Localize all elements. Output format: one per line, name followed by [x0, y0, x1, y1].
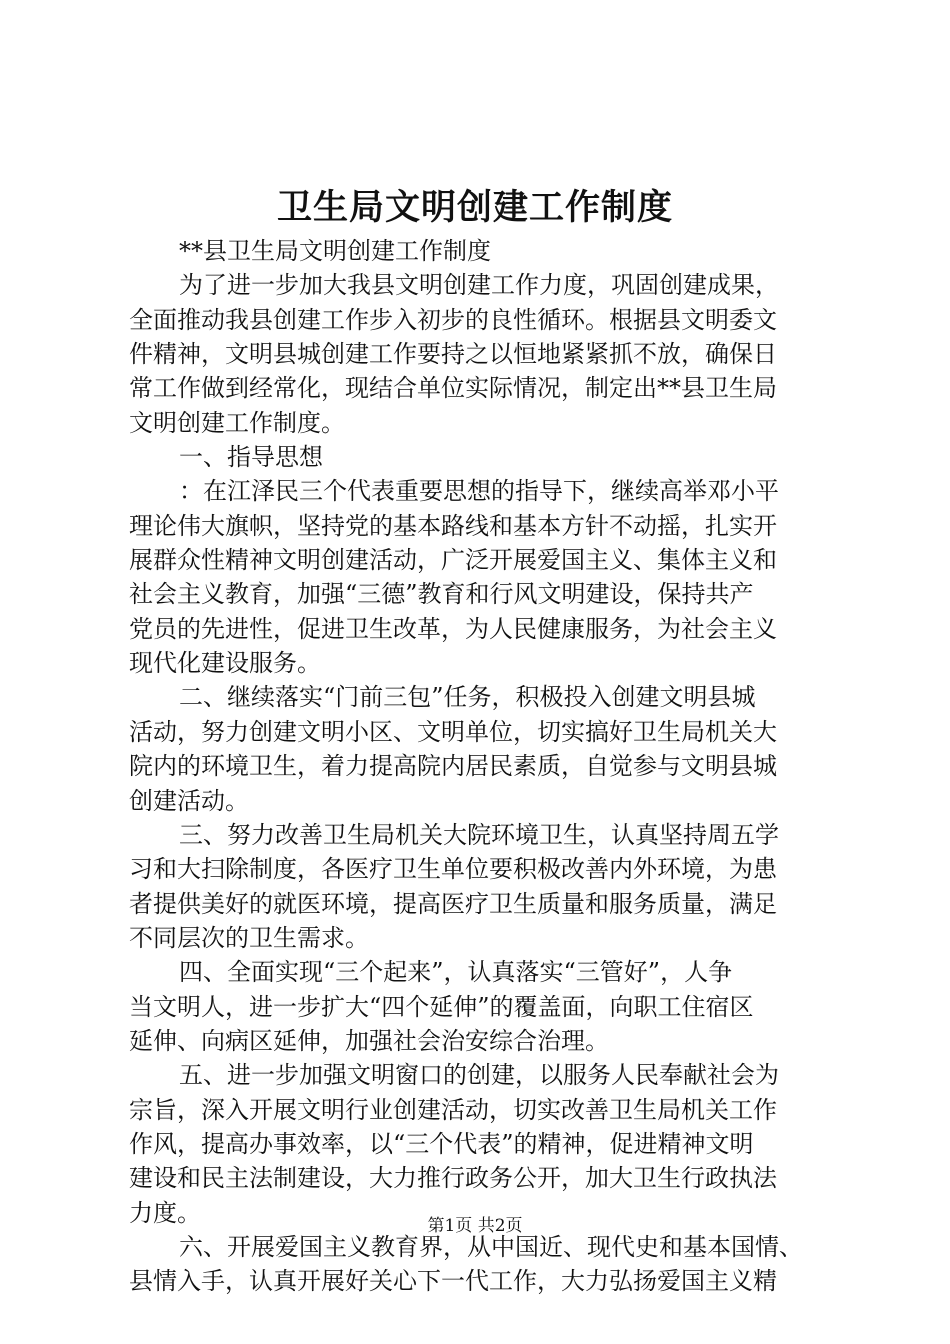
body-line: 作风，提高办事效率，以“三个代表”的精神，促进精神文明	[129, 1129, 754, 1158]
body-line: 全面推动我县创建工作步入初步的良性循环。根据县文明委文	[129, 305, 777, 334]
body-line: 县情入手，认真开展好关心下一代工作，大力弘扬爱国主义精	[129, 1267, 777, 1296]
body-line: 力度。	[129, 1198, 201, 1227]
body-line: 件精神，文明县城创建工作要持之以恒地紧紧抓不放，确保日	[129, 340, 777, 369]
body-line: 二、继续落实“门前三包”任务，积极投入创建文明县城	[179, 683, 756, 712]
body-line: 习和大扫除制度，各医疗卫生单位要积极改善内外环境，为患	[129, 855, 777, 884]
body-line: **县卫生局文明创建工作制度	[179, 237, 491, 265]
body-line: 建设和民主法制建设，大力推行政务公开，加大卫生行政执法	[129, 1164, 777, 1193]
body-line: 党员的先进性，促进卫生改革，为人民健康服务，为社会主义	[129, 614, 777, 643]
body-line: 院内的环境卫生，着力提高院内居民素质，自觉参与文明县城	[129, 752, 777, 781]
body-line: 六、开展爱国主义教育界，从中国近、现代史和基本国情、	[179, 1232, 803, 1261]
body-line: 活动，努力创建文明小区、文明单位，切实搞好卫生局机关大	[129, 717, 777, 746]
body-line: 创建活动。	[129, 786, 249, 815]
body-line: 当文明人，进一步扩大“四个延伸”的覆盖面，向职工住宿区	[129, 992, 754, 1021]
body-line: 四、全面实现“三个起来”，认真落实“三管好”，人争	[179, 958, 733, 987]
body-line: 现代化建设服务。	[129, 649, 321, 678]
body-line: 延伸、向病区延伸，加强社会治安综合治理。	[129, 1026, 609, 1055]
body-line: 宗旨，深入开展文明行业创建活动，切实改善卫生局机关工作	[129, 1095, 777, 1124]
body-line: 不同层次的卫生需求。	[129, 923, 369, 952]
body-line: 社会主义教育，加强“三德”教育和行风文明建设，保持共产	[129, 580, 754, 609]
page-footer: 第1页 共2页	[427, 1216, 523, 1236]
document-body	[129, 234, 831, 1299]
body-line: 理论伟大旗帜，坚持党的基本路线和基本方针不动摇，扎实开	[129, 511, 777, 540]
document-title: 卫生局文明创建工作制度	[276, 187, 673, 228]
body-line: 常工作做到经常化，现结合单位实际情况，制定出**县卫生局	[129, 374, 777, 403]
body-line: 为了进一步加大我县文明创建工作力度，巩固创建成果，	[179, 271, 779, 300]
body-line: 五、进一步加强文明窗口的创建，以服务人民奉献社会为	[179, 1061, 779, 1090]
body-line: ：在江泽民三个代表重要思想的指导下，继续高举邓小平	[179, 477, 779, 506]
body-line: 者提供美好的就医环境，提高医疗卫生质量和服务质量，满足	[129, 889, 777, 918]
body-line: 一、指导思想	[179, 443, 323, 472]
body-line: 三、努力改善卫生局机关大院环境卫生，认真坚持周五学	[179, 820, 779, 849]
body-line: 文明创建工作制度。	[129, 408, 345, 437]
body-line: 展群众性精神文明创建活动，广泛开展爱国主义、集体主义和	[129, 546, 777, 575]
